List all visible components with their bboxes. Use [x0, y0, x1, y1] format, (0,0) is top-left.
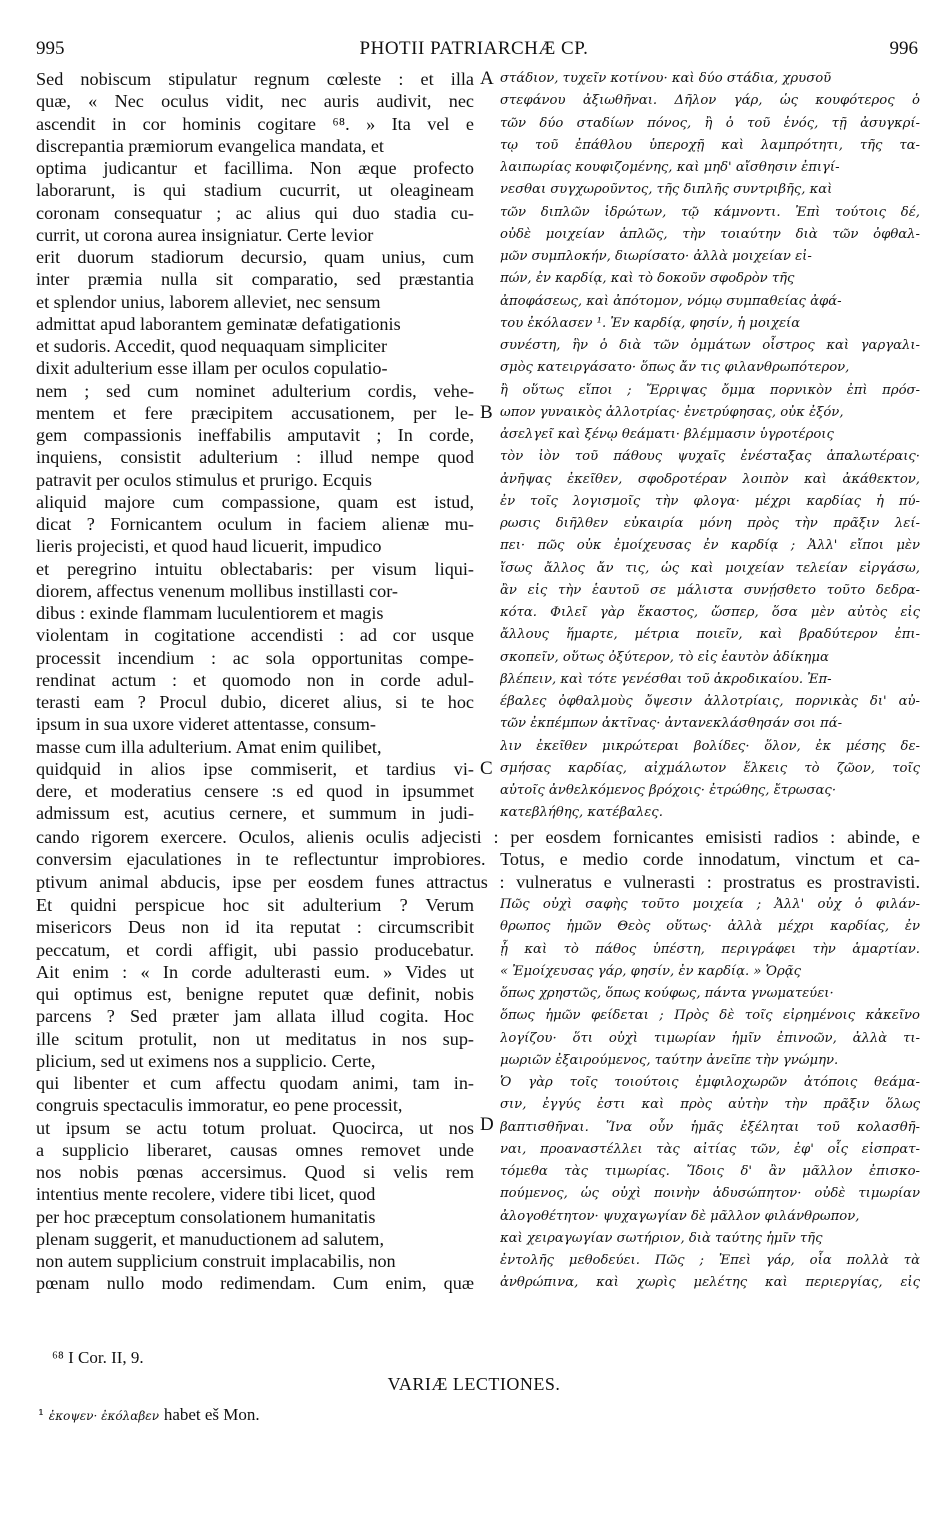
greek-text-line: συνέστη, ἣν ὁ διὰ τῶν ὀμμάτων οἶστρος καὶ γαργαλι-: [500, 338, 920, 353]
greek-text-line: ἀνθρώπινα, καὶ χωρὶς μελέτης καὶ περιεργίας, εἰς: [500, 1275, 920, 1291]
latin-text-line: dibus : exinde flammam luculentiorem et magis: [36, 603, 384, 623]
latin-text-line: coronam consequatur ; ac alius qui duo stadia cu-: [36, 202, 474, 223]
margin-marker-d: D: [480, 1114, 494, 1135]
latin-text-line: terasti eam ? Procul dubio, diceret alius, si te hoc: [36, 692, 474, 712]
greek-text-line: βλέπειν, καὶ τότε γενέσθαι τοῦ ἀκροδικαίου. Ἐπ-: [500, 671, 832, 687]
greek-text-line: ἀλογοθέτητον· ψυχαγωγίαν δὲ μᾶλλον φιλάνθρωπον,: [500, 1208, 860, 1224]
greek-text-line: πών, ἐν καρδίᾳ, καὶ τὸ δοκοῦν σφοδρὸν τῆς: [500, 271, 795, 287]
latin-text-line: dere, et moderatius censere :s ed quod in ipsummet: [36, 781, 474, 801]
latin-text-line: masse cum illa adulterium. Amat enim quilibet,: [36, 736, 382, 757]
latin-text-line: ascendit in cor hominis cogitare ⁶⁸. » Ita vel e: [36, 113, 474, 134]
greek-text-line: κότα. Φιλεῖ γὰρ ἕκαστος, ὥσπερ, ὅσα μὲν αὐτὸς εἰς: [500, 605, 920, 620]
greek-text-line: ρωσις διῆλθεν εὐκαιρία μόνη πρὸς τὴν πρᾶξιν λεί-: [500, 516, 920, 531]
greek-text-line: τόμεθα τὰς τιμωρίας. Ἴδοις δ' ἂν μᾶλλον ἐπισκο-: [500, 1164, 920, 1179]
latin-text-line: a supplicio liberaret, causas omnes removet unde: [36, 1139, 474, 1160]
greek-text-line: ἀποφάσεως, καὶ ἀπότομον, νόμῳ συμπαθείας ἀφά-: [500, 293, 842, 309]
greek-text-line: οὐδὲ μοιχείαν ἁπλῶς, τὴν τοιαύτην διὰ τῶν ὀφθαλ-: [500, 226, 920, 242]
margin-marker-a: A: [480, 68, 494, 89]
latin-text-line: inter præmia nulla sit comparatio, sed præstantia: [36, 269, 474, 290]
variant-greek: ἐκοψεν· ἐκόλαβεν: [48, 1409, 160, 1423]
latin-text-line: dixit adulterium esse illam per oculos copulatio-: [36, 358, 388, 379]
latin-text-line: violentam in cogitatione accendisti : ad cor usque: [36, 625, 474, 646]
greek-text-line: στάδιον, τυχεῖν κοτίνου· καὶ δύο στάδια, χρυσοῦ: [500, 71, 832, 86]
greek-text-line: ἐντολῆς μεθοδεύει. Πῶς ; Ἐπεὶ γάρ, οἷα πολλὰ τὰ: [500, 1253, 920, 1268]
greek-text-line: τῳ τοῦ ἐπάθλου ὑπεροχῇ καὶ λαμπρότητι, τῆς τα-: [500, 137, 920, 153]
latin-text-line: lieris projecisti, et quod haud licuerit, impudico: [36, 536, 382, 557]
greek-text-line: κατεβλήθης, κατέβαλες.: [500, 805, 663, 821]
latin-text-line: ut ipsum se actu totum proluat. Quocirca, ut nos: [36, 1117, 474, 1138]
greek-text-line: ἂν εἰς τὴν ἑαυτοῦ σε μάλιστα συνῄσθετο τοῦτο δεδρα-: [500, 582, 920, 598]
latin-text-line: processit incendium : ac sola opportunitas compe-: [36, 647, 474, 668]
latin-text-line: Ait enim : « In corde adulterasti eum. » Vides ut: [36, 961, 474, 982]
latin-text-line: patravit per oculos stimulus et prurigo. Ecquis: [36, 469, 372, 490]
greek-text-line: στεφάνου ἀξιωθῆναι. Δῆλον γάρ, ὡς κουφότερος ὁ: [500, 93, 920, 109]
running-header: [0, 38, 948, 62]
variae-lectiones-heading: VARIÆ LECTIONES.: [387, 1374, 561, 1394]
greek-text-line: « Ἐμοίχευσας γάρ, φησίν, ἐν καρδίᾳ. » Ὁρᾷς: [500, 963, 802, 979]
latin-text-line: intentius mente recolere, videre tibi licet, quod: [36, 1184, 376, 1205]
greek-text-line: ναι, προαναστέλλει τὰς αἰτίας τῶν, ἐφ' οἷς εἰσπρατ-: [500, 1141, 920, 1157]
latin-column-bottom: [36, 894, 474, 1295]
greek-text-line: νεσθαι συγχωροῦντος, τῆς διπλῆς συντριβῆς, καὶ: [500, 182, 833, 198]
greek-text-line: πούμενος, ὡς οὐχὶ ποινὴν ἀδυσώπητον· οὐδὲ τιμωρίαν: [500, 1186, 920, 1202]
latin-text-line: et splendor unius, laborem alleviet, nec sensum: [36, 291, 381, 312]
latin-text-line: qui optimus est, benigne reputet quæ definit, nobis: [36, 984, 474, 1004]
greek-text-line: έβαλες ὀφθαλμοὺς ὄψεσιν ἀλλοτρίαις, πορνικὰς δι' αὐ-: [500, 694, 920, 709]
greek-text-line: ἴσως ἄλλος ἄν τις, ὡς καὶ μοιχείαν τελείαν εἰργάσω,: [500, 560, 920, 576]
latin-text-line: nem ; sed cum nominet adulterium cordis, vehe-: [36, 380, 474, 401]
latin-full-text-line: ptivum animal abducis, ipse per eosdem funes attractus : vulneratus e vulnerasti : prostratus es prostravisti.: [36, 871, 920, 892]
page-number-right: 996: [889, 38, 918, 59]
latin-text-line: inquiens, consistit adulterium : illud nempe quod: [36, 447, 474, 468]
greek-text-line: μῶν συμπλοκήν, διωρίσατο· ἀλλὰ μοιχείαν εἰ-: [500, 249, 812, 264]
latin-text-line: laborarunt, is qui stadium cucurrit, ut oleagineam: [36, 180, 474, 201]
margin-marker-c: C: [480, 758, 493, 779]
greek-text-line: ἐν τοῖς λογισμοῖς τὴν φλογα· μέχρι καρδίας ἡ πύ-: [500, 493, 920, 509]
latin-text-line: congruis spectaculis immoratur, eo pene processit,: [36, 1095, 403, 1116]
greek-text-line: πει· πῶς οὐκ ἐμοίχευσας ἐν καρδίᾳ ; Ἀλλ' εἴποι μὲν: [500, 538, 920, 554]
greek-text-line: βαπτισθῆναι. Ἵνα οὖν ἡμᾶς ἐξέληται τοῦ κολασθῆ-: [500, 1119, 920, 1135]
latin-text-line: plicium, sed ut eximens nos a supplicio. Certe,: [36, 1050, 376, 1071]
greek-text-line: ἄλλους ἥμαρτε, μέτρια ποιεῖν, καὶ βραδύτερον ἐπι-: [500, 627, 920, 643]
greek-text-line: μωριῶν ἐξαιρούμενος, ταύτην ἀνεῖπε τὴν γνώμην.: [500, 1052, 839, 1068]
latin-text-line: quidquid in alios ipse commiserit, et tardius vi-: [36, 758, 474, 779]
latin-text-line: Sed nobiscum stipulatur regnum cœleste : et illa: [36, 69, 474, 89]
greek-text-line: θρωπος ἡμῶν Θεὸς οὕτως· ἀλλὰ μέχρι καρδίας, ἐν: [500, 919, 920, 935]
greek-text-line: αὐτοῖς ἀνθελκόμενος βρόχοις· ἐτρώθης, ἔτρωσας·: [500, 783, 837, 798]
latin-text-line: discrepantia præmiorum evangelica mandata, et: [36, 135, 384, 156]
greek-text-line: ἢ οὕτως εἴποι ; Ἔρριψας ὄμμα πορνικὸν ἐπὶ πρόσ-: [500, 382, 920, 398]
variant-number: ¹: [38, 1406, 45, 1424]
latin-text-line: diorem, affectus venenum mollibus instillasti cor-: [36, 580, 398, 601]
latin-text-line: non autem supplicium construit implacabilis, non: [36, 1251, 396, 1271]
latin-text-line: quæ, « Nec oculus vidit, nec auris audivit, nec: [36, 91, 474, 112]
greek-text-line: ἀσελγεῖ καὶ ξένῳ θεάματι· βλέμμασιν ὑγροτέροις: [500, 427, 834, 442]
running-title: PHOTII PATRIARCHÆ CP.: [359, 38, 589, 59]
latin-text-line: dicat ? Fornicantem oculum in faciem alienæ mu-: [36, 514, 474, 534]
latin-text-line: peccatum, et cordi affigit, ubi passio producebatur.: [36, 939, 474, 960]
latin-text-line: per hoc præceptum consolationem humanitatis: [36, 1206, 376, 1227]
latin-full-text-line: cando rigorem exercere. Oculos, alienis oculis adjecisti : per eosdem fornicantes emisisti radios : abinde, e: [36, 827, 920, 847]
greek-column-bottom: [500, 894, 920, 1295]
greek-text-line: Ὁ γὰρ τοῖς τοιούτοις ἐμφιλοχωρῶν ἀτόποις θεάμα-: [500, 1075, 920, 1090]
variant-reading: [38, 1405, 260, 1425]
greek-text-line: λαιπωρίας κουφιζομένης, καὶ μηδ' αἴσθησιν ἐπιγί-: [500, 160, 840, 175]
greek-text-line: τῶν διπλῶν ἱδρώτων, τῷ κάμνοντι. Ἐπὶ τούτοις δέ,: [500, 204, 920, 220]
variant-latin: habet eš Mon.: [163, 1405, 260, 1424]
greek-text-line: σκοπεῖν, οὕτως ὀξύτερον, τὸ εἰς ἑαυτὸν ἀδίκημα: [500, 649, 829, 665]
footnote: ⁶⁸ I Cor. II, 9.: [52, 1348, 144, 1367]
greek-text-line: σιν, ἐγγύς ἐστι καὶ πρὸς αὐτὴν τὴν πρᾶξιν ὅλως: [500, 1097, 920, 1113]
latin-text-line: optima judicantur et facillima. Non æque profecto: [36, 158, 474, 178]
latin-text-line: rendinat actum : et quomodo non in corde adul-: [36, 669, 474, 690]
latin-full-text-line: conversim ejaculationes in te reflectuntur improbiores. Totus, e medio corde innodatum, vinctum et ca-: [36, 849, 920, 870]
greek-text-line: ᾗ καὶ τὸ πάθος ὑπέστη, περιγράφει τὴν ἁμαρτίαν.: [500, 941, 920, 957]
latin-text-line: mentem et fere præcipitem accusationem, per le-: [36, 402, 474, 423]
latin-text-line: admissum est, acutius cernere, et summum in judi-: [36, 803, 474, 824]
latin-text-line: aliquid majore cum compassione, quam est istud,: [36, 491, 474, 512]
latin-text-line: Et quidni perspicue hoc sit adulterium ? Verum: [36, 895, 474, 915]
margin-marker-b: B: [480, 402, 493, 423]
greek-text-line: ὅπως ἡμῶν φείδεται ; Πρὸς δὲ τοῖς εἰρημένοις κἀκεῖνο: [500, 1008, 920, 1024]
latin-text-line: ille scitum protulit, non ut meditatus in nos sup-: [36, 1028, 474, 1049]
greek-text-line: ἀνῆψας ἐκεῖθεν, σφοδροτέραν λοιπὸν καὶ ἀκάθεκτον,: [500, 471, 920, 487]
greek-text-line: σμὸς κατειργάσατο· ὅπως ἄν τις φιλανθρωπότερον,: [500, 360, 850, 376]
greek-text-line: ωπον γυναικὸς ἀλλοτρίας· ἐνετρύφησας, οὐκ ἐξόν,: [500, 404, 844, 420]
greek-text-line: τῶν δύο σταδίων πόνος, ἢ ὁ τοῦ ἑνός, τῇ ἀσυγκρί-: [500, 115, 920, 131]
latin-text-line: admittat apud laborantem geminatæ defatigationis: [36, 313, 401, 334]
latin-text-line: nos nobis pœnas accersimus. Quod si velis rem: [36, 1162, 474, 1182]
greek-text-line: τὸν ἰὸν τοῦ πάθους ψυχαῖς ἐνέσταξας ἁπαλωτέραις·: [500, 449, 920, 465]
greek-text-line: σμήσας καρδίας, αἰχμάλωτον ἕλκεις τὸ ζῶον, τοῖς: [500, 760, 920, 776]
greek-text-line: Πῶς οὐχὶ σαφὴς τοῦτο μοιχεία ; Ἀλλ' οὐχ ὁ φιλάν-: [500, 897, 920, 912]
latin-text-line: et peregrino intuitu oblectabaris: per visum liqui-: [36, 558, 474, 579]
latin-text-line: et sudoris. Accedit, quod nequaquam simpliciter: [36, 336, 388, 356]
greek-text-line: ὅπως χρηστῶς, ὅπως κούφως, πάντα γνωματεύει·: [500, 986, 834, 1001]
greek-text-line: καὶ χειραγωγίαν σωτήριον, διὰ ταύτης ἡμῖν τῆς: [500, 1230, 823, 1246]
latin-column-top: [36, 68, 474, 825]
latin-text-line: pœnam nullo modo redimendam. Cum enim, quæ: [36, 1273, 474, 1294]
latin-text-line: qui libenter et cum affectu quodam animi, tam in-: [36, 1073, 474, 1093]
latin-full-width-lines: [36, 826, 920, 893]
greek-text-line: τῶν ἐκπέμπων ἀκτῖνας· ἀντανεκλάσθησάν σοι πά-: [500, 716, 843, 732]
greek-column-top: [500, 68, 920, 825]
latin-text-line: misericors Deus non id ita reputat : circumscribit: [36, 917, 474, 938]
greek-text-line: λογίζου· ὅτι οὐχὶ τιμωρίαν ἡμῖν ἐπινοῶν, ἀλλὰ τι-: [500, 1030, 920, 1046]
latin-text-line: gem compassionis ineffabilis amputavit ; In corde,: [36, 425, 474, 445]
latin-text-line: currit, ut corona aurea insigniatur. Certe levior: [36, 224, 374, 245]
latin-text-line: ipsum in sua uxore videret attentasse, consum-: [36, 714, 376, 735]
latin-text-line: plenam suggerit, et manuductionem ad salutem,: [36, 1228, 384, 1249]
latin-text-line: parcens ? Sed præter jam allata illud cogita. Hoc: [36, 1006, 474, 1027]
greek-text-line: λιν ἐκεῖθεν μικρώτεραι βολίδες· ὅλον, ἐκ μέσης δε-: [500, 738, 920, 754]
latin-text-line: erit duorum stadiorum decursio, quam unius, cum: [36, 247, 474, 267]
greek-text-line: του ἐκόλασεν ¹. Ἐν καρδίᾳ, φησίν, ἡ μοιχεία: [500, 315, 801, 331]
page-number-left: 995: [36, 38, 65, 59]
